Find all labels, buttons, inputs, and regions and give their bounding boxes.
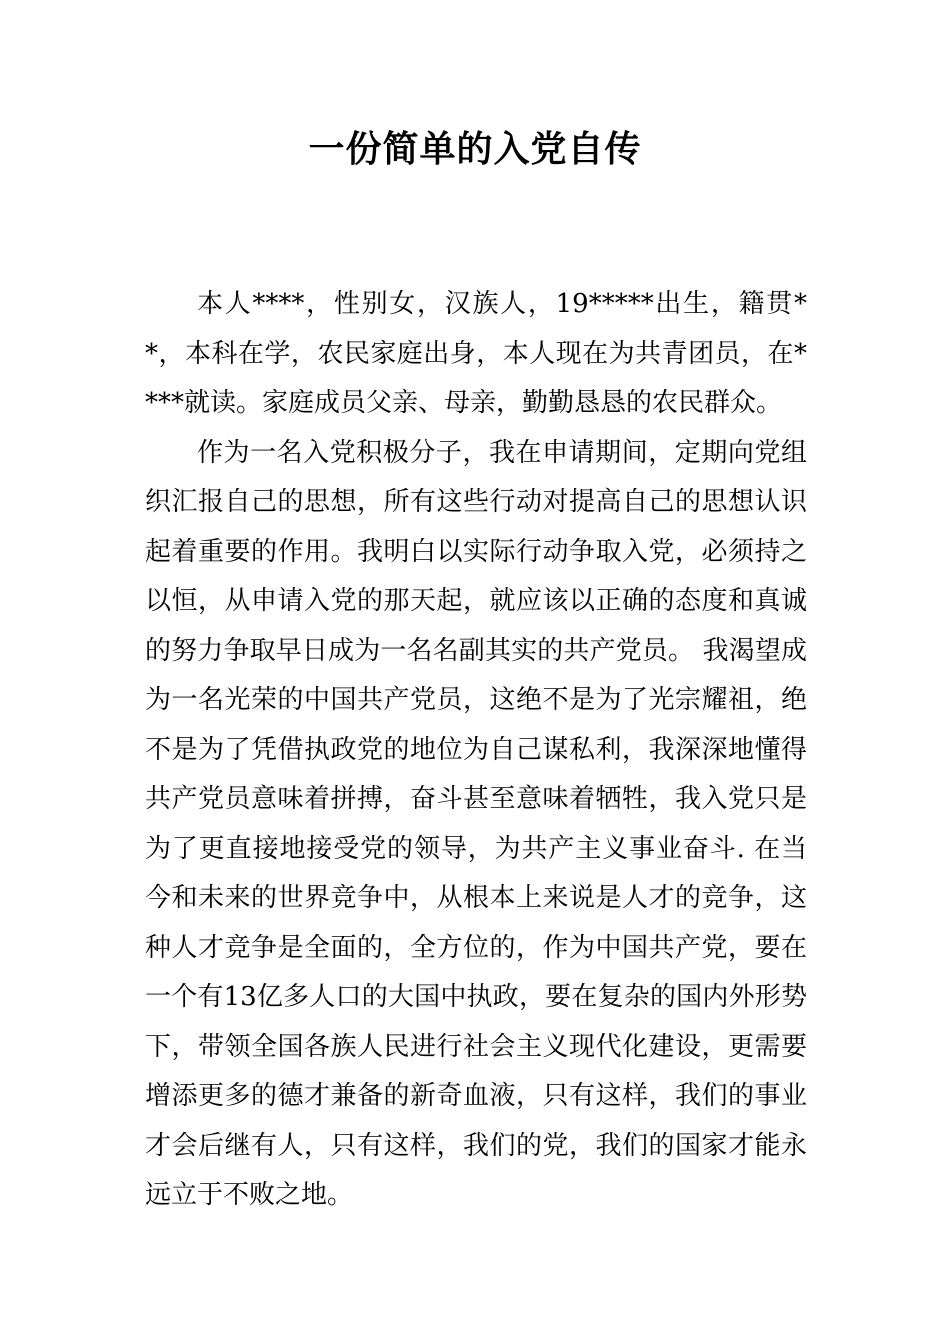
document-title: 一份简单的入党自传 — [308, 129, 642, 170]
paragraph-personal-info: 本人****，性别女，汉族人，19*****出生，籍贯**，本科在学，农民家庭出身，本人现在为共青团员，在****就读。家庭成员父亲、母亲，勤勤恳恳的农民群众。 — [145, 289, 807, 418]
document-body — [145, 280, 807, 1221]
paragraph-party-aspiration: 作为一名入党积极分子，我在申请期间，定期向党组织汇报自己的思想，所有这些行动对提高自己的思想认识起着重要的作用。我明白以实际行动争取入党，必须持之以恒，从申请入党的那天起，就应该以正确的态度和真诚的努力争取早日成为一名名副其实的共产党员。 我渴望成为一名光荣的中国共产党员，这绝不是为了光宗耀祖，绝不是为了凭借执政党的地位为自己谋私利，我深深地懂得共产党员意味着拼搏，奋斗甚至意味着牺牲，我入党只是为了更直接地接受党的领导，为共产主义事业奋斗. 在当今和未来的世界竞争中，从根本上来说是人才的竞争，这种人才竞争是全面的，全方位的，作为中国共产党，要在一个有13亿多人口的大国中执政，要在复杂的国内外形势下，带领全国各族人民进行社会主义现代化建设，更需要增添更多的德才兼备的新奇血液，只有这样，我们的事业才会后继有人，只有这样，我们的党，我们的国家才能永远立于不败之地。 — [145, 437, 807, 1210]
